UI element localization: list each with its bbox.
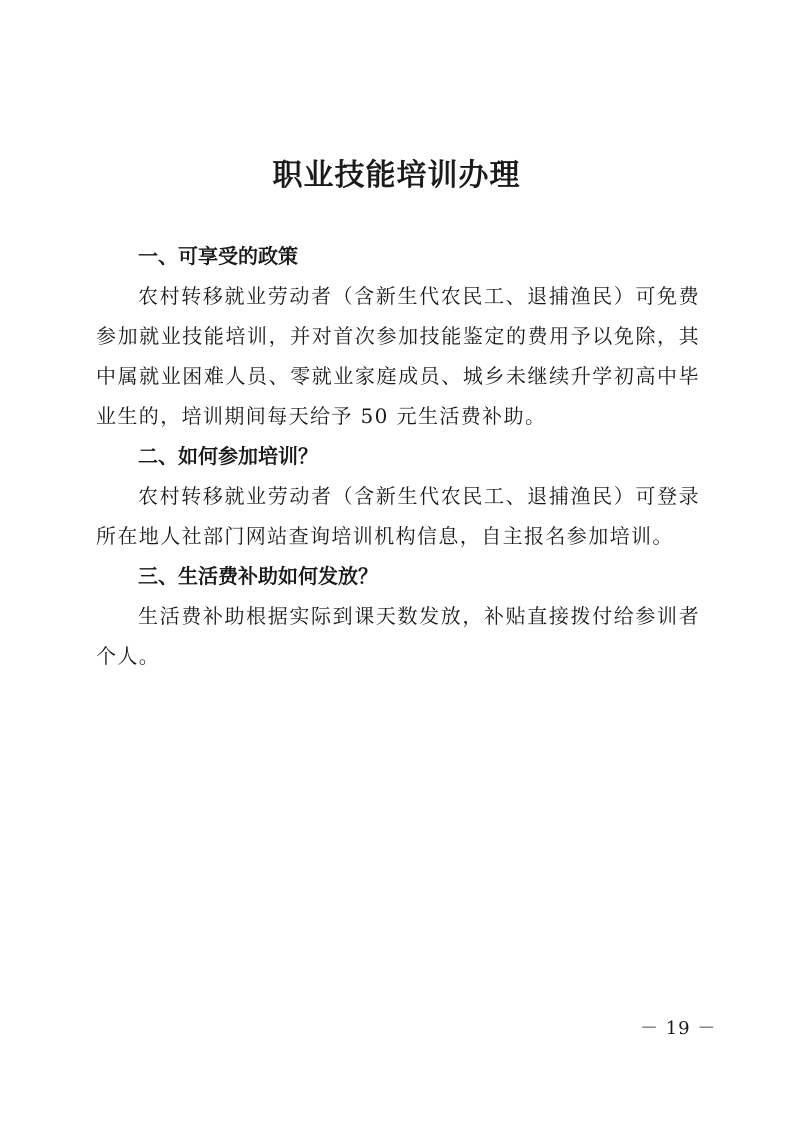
section-heading: 一、可享受的政策 <box>138 244 298 268</box>
section-heading: 二、如何参加培训？ <box>138 444 318 468</box>
document-body <box>96 236 700 676</box>
section-paragraph: 农村转移就业劳动者（含新生代农民工、退捕渔民）可登录所在地人社部门网站查询培训机构信息，自主报名参加培训。 <box>96 484 700 548</box>
section-paragraph: 生活费补助根据实际到课天数发放，补贴直接拨付给参训者个人。 <box>96 604 700 668</box>
section-policy <box>96 236 700 436</box>
section-paragraph: 农村转移就业劳动者（含新生代农民工、退捕渔民）可免费参加就业技能培训，并对首次参加技能鉴定的费用予以免除，其中属就业困难人员、零就业家庭成员、城乡未继续升学初高中毕业生的，培训期间每天给予 50 元生活费补助。 <box>96 284 700 428</box>
page-number: － 19 － <box>640 1018 717 1039</box>
page-title: 职业技能培训办理 <box>272 158 521 193</box>
section-how-to-join <box>96 436 700 556</box>
section-subsidy-payment <box>96 556 700 676</box>
section-heading: 三、生活费补助如何发放？ <box>138 564 378 588</box>
